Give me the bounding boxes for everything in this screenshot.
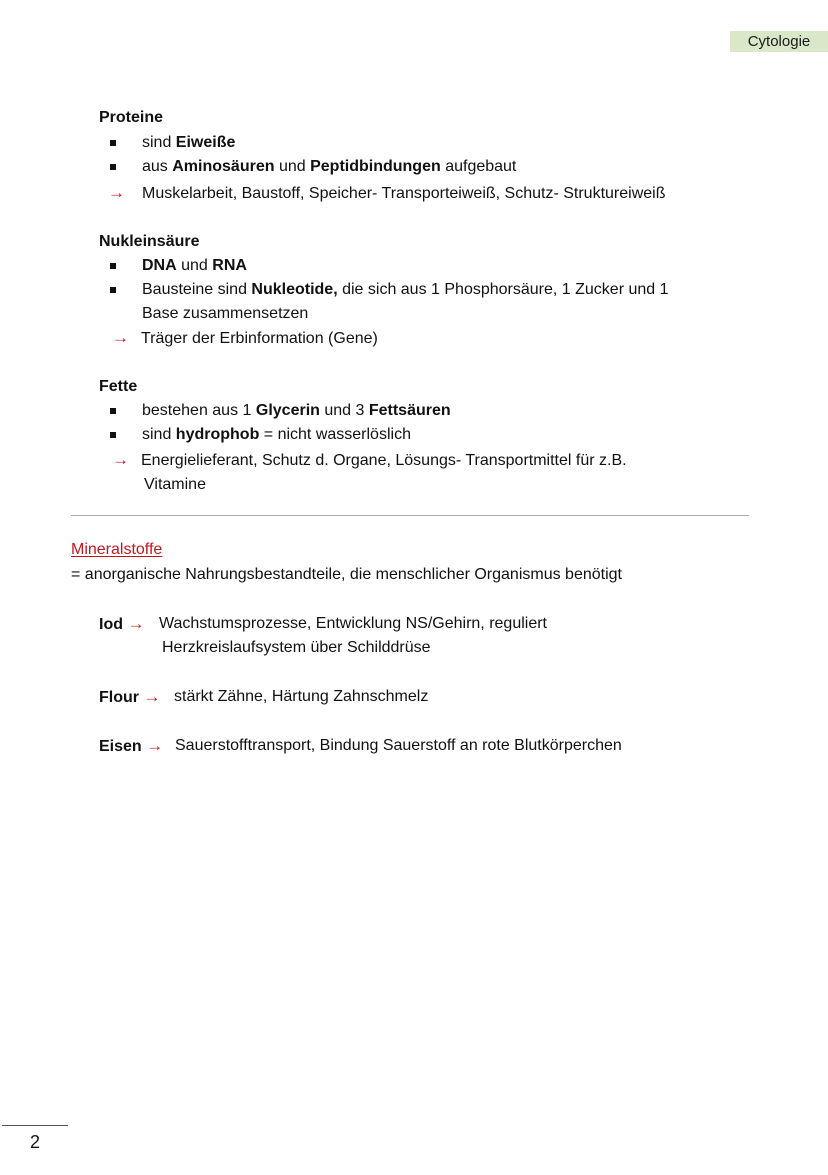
section-title-proteine: Proteine (99, 109, 164, 126)
bullet-marker (110, 287, 116, 293)
list-item: sind Eiweiße (142, 134, 236, 151)
bullet-marker (110, 408, 116, 414)
list-item: Bausteine sind Nukleotide, die sich aus 1 Phosphorsäure, 1 Zucker und 1 (142, 281, 669, 298)
list-item: Muskelarbeit, Baustoff, Speicher- Transporteiweiß, Schutz- Struktureiweiß (142, 185, 666, 202)
bullet-marker (110, 432, 116, 438)
arrow-icon: → (112, 328, 129, 347)
mineral-entry-flour (99, 687, 160, 708)
list-item: bestehen aus 1 Glycerin und 3 Fettsäuren (142, 402, 451, 419)
arrow-icon: → (146, 736, 164, 755)
list-item: sind hydrophob = nicht wasserlöslich (142, 426, 411, 443)
arrow-icon: → (127, 614, 145, 633)
section-title-mineralstoffe: Mineralstoffe (71, 541, 163, 558)
list-item-continuation: Base zusammensetzen (142, 305, 309, 322)
mineral-text: Sauerstofftransport, Bindung Sauerstoff an rote Blutkörperchen (175, 737, 622, 754)
mineral-text: stärkt Zähne, Härtung Zahnschmelz (174, 688, 429, 705)
definition-text: = anorganische Nahrungsbestandteile, die menschlicher Organismus benötigt (71, 566, 622, 583)
bullet-marker (110, 263, 116, 269)
list-item: Energielieferant, Schutz d. Organe, Lösungs- Transportmittel für z.B. (141, 452, 627, 469)
bullet-marker (110, 140, 116, 146)
list-item: aus Aminosäuren und Peptidbindungen aufgebaut (142, 158, 517, 175)
chapter-tag: Cytologie (730, 31, 828, 52)
section-title-fette: Fette (99, 378, 138, 395)
mineral-label: Eisen (99, 738, 142, 755)
arrow-icon: → (108, 183, 125, 202)
list-item-continuation: Vitamine (144, 476, 206, 493)
mineral-label: Iod (99, 616, 123, 633)
list-item: DNA und RNA (142, 257, 247, 274)
footer-rule (2, 1125, 68, 1126)
arrow-icon: → (143, 687, 161, 706)
section-title-nukleinsaeure: Nukleinsäure (99, 233, 200, 250)
page-number: 2 (30, 1132, 41, 1152)
mineral-entry-iod (99, 614, 144, 635)
section-divider (71, 515, 749, 516)
mineral-text-continuation: Herzkreislaufsystem über Schilddrüse (162, 639, 431, 656)
mineral-label: Flour (99, 689, 139, 706)
mineral-text: Wachstumsprozesse, Entwicklung NS/Gehirn, reguliert (159, 615, 547, 632)
bullet-marker (110, 164, 116, 170)
mineral-entry-eisen (99, 736, 163, 757)
list-item: Träger der Erbinformation (Gene) (141, 330, 378, 347)
arrow-icon: → (112, 450, 129, 469)
